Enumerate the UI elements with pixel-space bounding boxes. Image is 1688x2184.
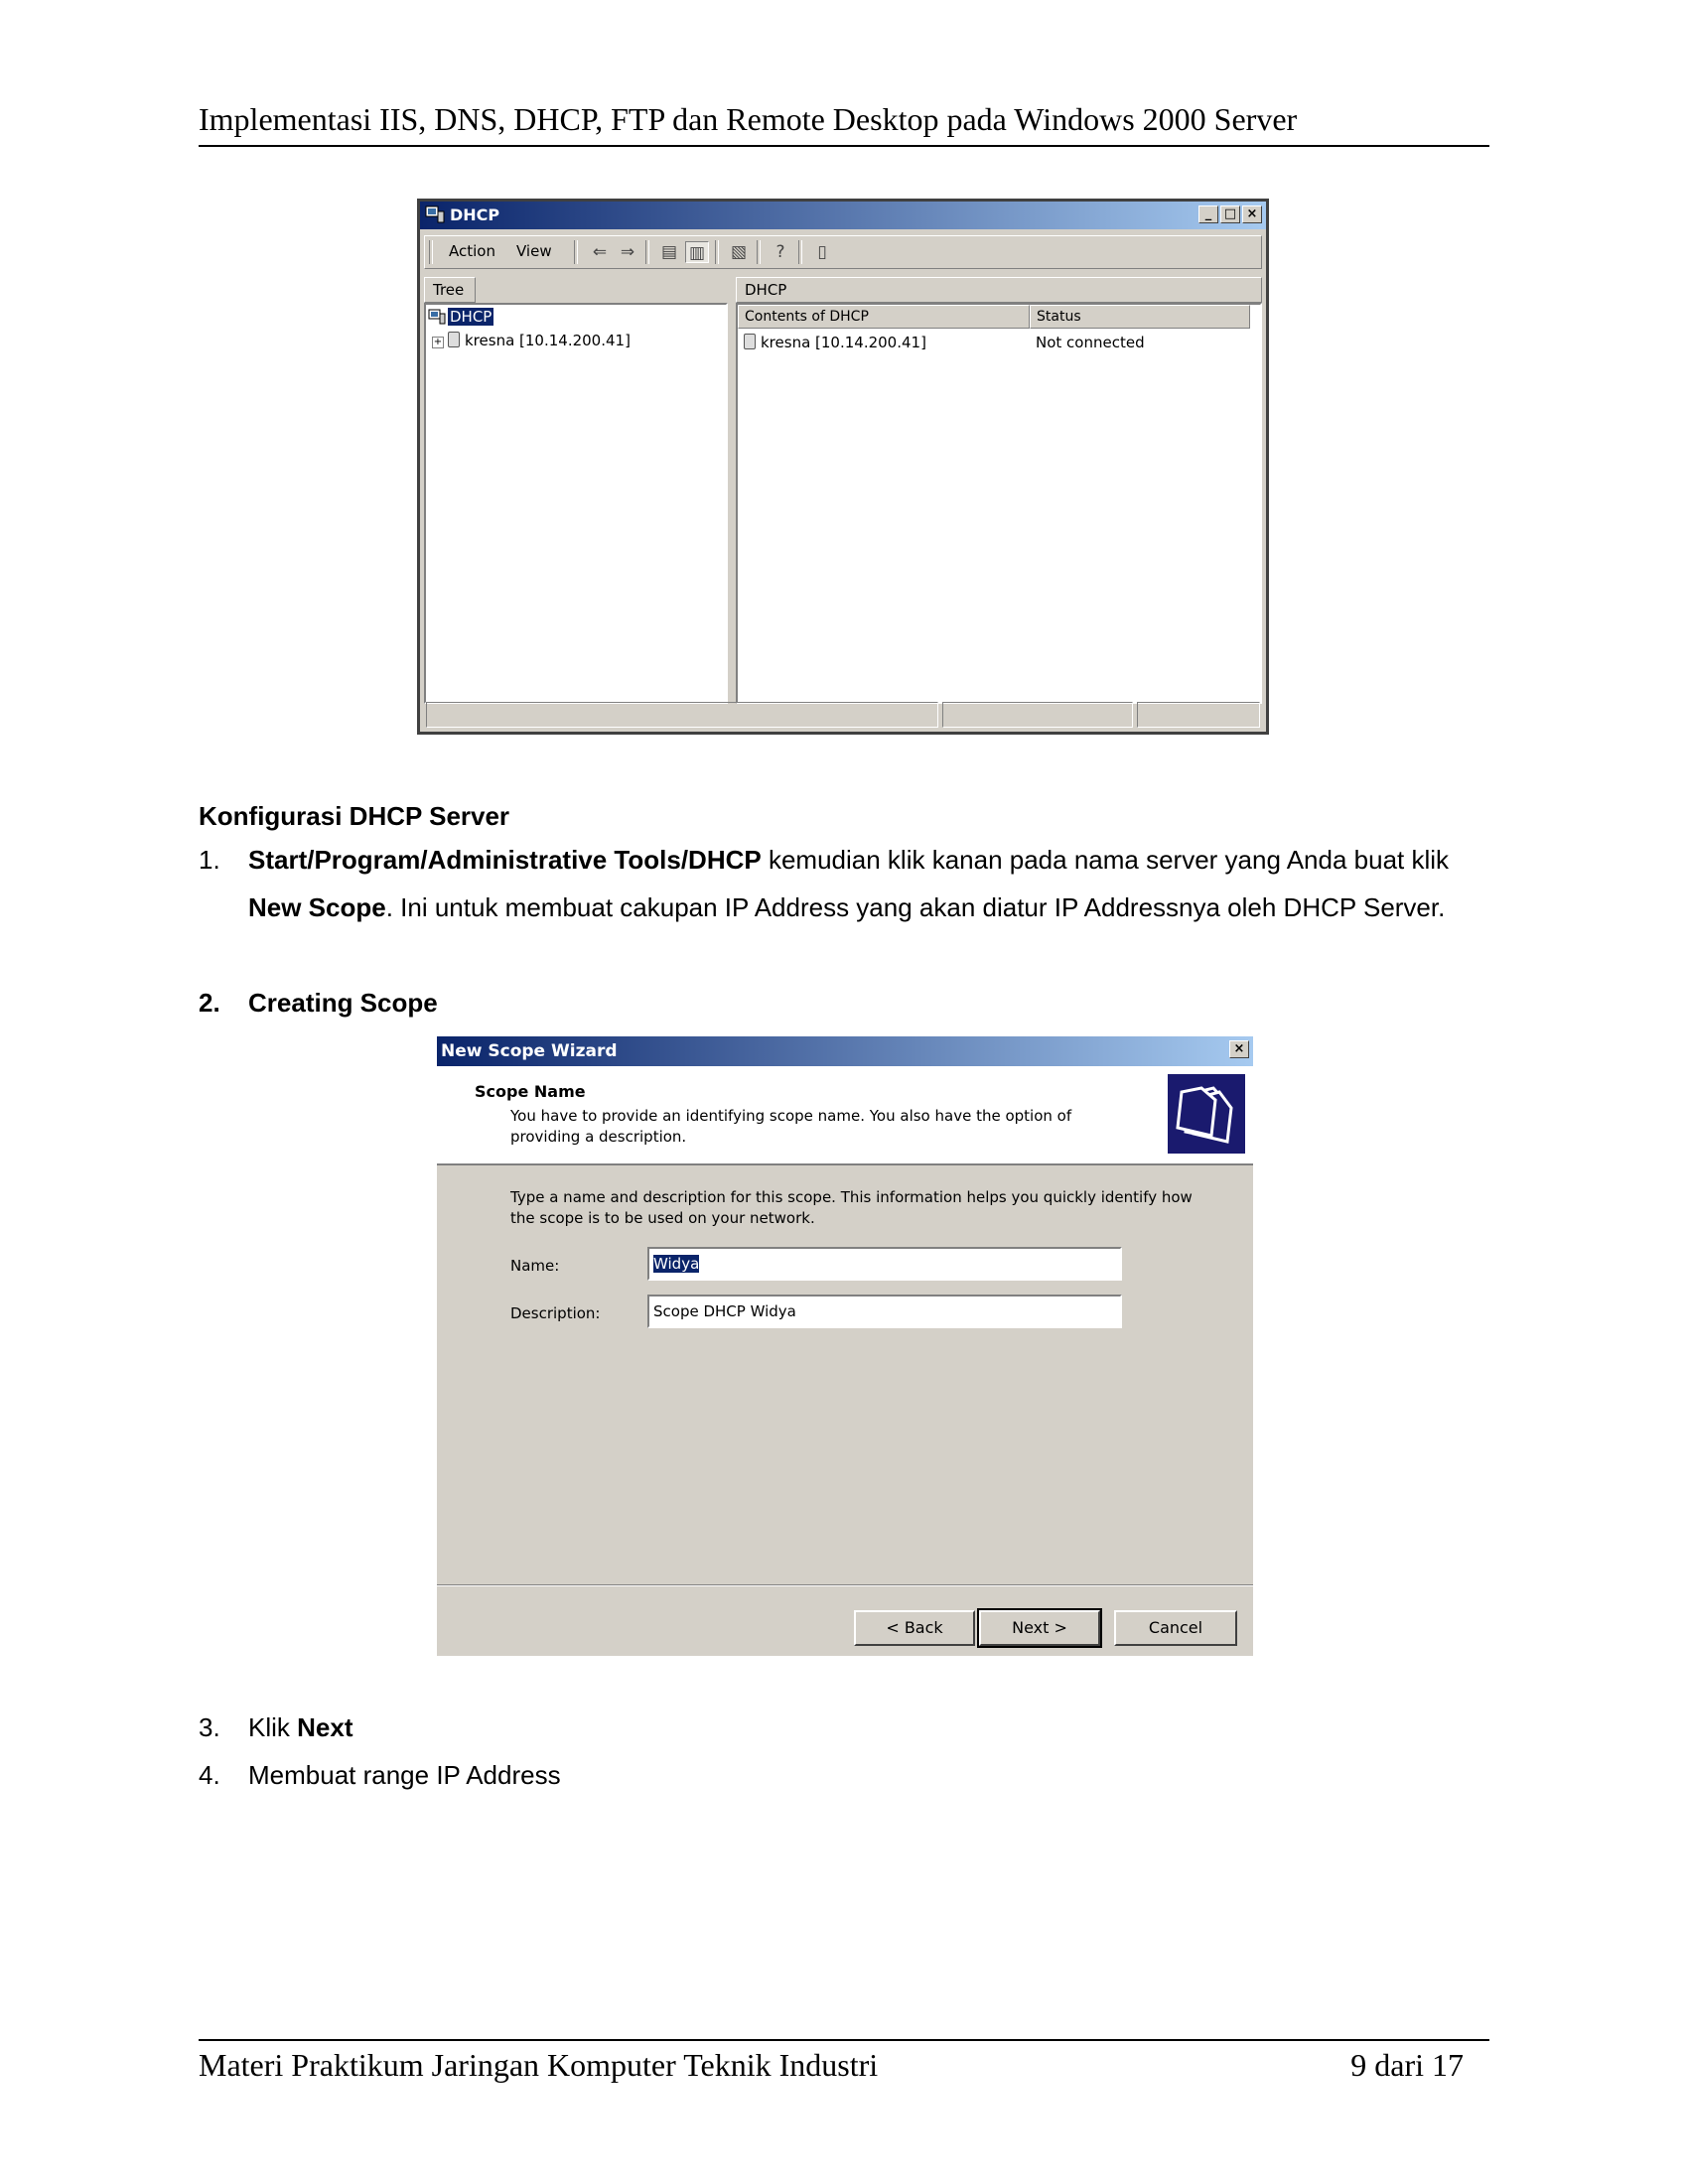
new-scope-wizard-window [437,1036,1253,1656]
toolbar-separator [645,240,649,264]
footer-text: Materi Praktikum Jaringan Komputer Teknik Industri [199,2047,879,2083]
list-text: Membuat range IP Address [248,1760,561,1790]
menu-path: Start/Program/Administrative Tools/DHCP [248,845,762,875]
dhcp-menubar [424,235,1262,269]
toolbar-separator [798,240,802,264]
dhcp-window-title: DHCP [450,205,500,224]
expand-icon[interactable]: + [433,337,443,347]
minimize-icon[interactable]: _ [1198,205,1218,223]
list-item[interactable] [744,333,926,352]
wizard-divider [437,1584,1253,1586]
status-bar [426,702,1260,728]
help-icon[interactable]: ? [775,242,785,262]
list-number: 4. [199,1760,220,1790]
maximize-icon[interactable]: □ [1220,205,1240,223]
page-header: Implementasi IIS, DNS, DHCP, FTP dan Remote Desktop pada Windows 2000 Server [199,101,1298,137]
back-arrow-icon[interactable]: ⇐ [592,242,608,262]
list-text [248,1704,1489,1751]
close-icon[interactable]: × [1229,1040,1249,1058]
server-icon[interactable]: ▯ [817,242,827,262]
up-folder-icon[interactable]: ▤ [660,242,678,262]
dhcp-titlebar [420,202,1266,229]
dhcp-node-icon [428,309,446,325]
list-text-part: . Ini untuk membuat cakupan IP Address yang akan diatur IP Addressnya oleh DHCP Server. [385,892,1446,922]
wizard-window-title: New Scope Wizard [441,1041,618,1061]
dhcp-app-icon [425,205,445,223]
page-footer [199,2043,1489,2087]
status-panel [942,702,1133,728]
status-panel [1137,702,1260,728]
footer-rule [199,2039,1489,2041]
header-rule [199,145,1489,147]
name-label: Name: [510,1257,560,1275]
folder-stack-icon [1168,1074,1245,1154]
name-input[interactable] [647,1247,1122,1281]
tree-item-server[interactable] [432,331,631,350]
list-number: 3. [199,1712,220,1742]
next-button[interactable]: Next > [979,1610,1100,1646]
tree-item-server-label: kresna [10.14.200.41] [465,332,631,349]
list-number: 2. [199,988,220,1018]
column-header-contents[interactable]: Contents of DHCP [738,305,1030,329]
description-input[interactable]: Scope DHCP Widya [647,1295,1122,1328]
tree-item-dhcp-label: DHCP [450,308,492,326]
list-text [248,836,1489,931]
list-text-part: Klik [248,1712,298,1742]
list-item-name: kresna [10.14.200.41] [761,334,926,351]
toolbar-separator [715,240,719,264]
wizard-header [437,1066,1253,1165]
list-number: 1. [199,845,220,875]
contents-pane[interactable] [736,303,1262,704]
description-label: Description: [510,1304,601,1322]
column-header-status[interactable]: Status [1030,305,1250,329]
tree-item-dhcp[interactable] [428,307,493,327]
server-icon [448,332,460,347]
menu-view[interactable]: View [516,242,552,260]
list-heading: Creating Scope [248,988,438,1018]
dhcp-console-window [417,199,1269,735]
wizard-intro: Type a name and description for this scope. This information helps you quickly identify how the scope is to be used on your network. [510,1188,1193,1227]
wizard-subtitle: You have to provide an identifying scope name. You also have the option of providing a description. [510,1107,1072,1146]
toolbar-separator [757,240,761,264]
cancel-button[interactable]: Cancel [1114,1610,1237,1646]
export-list-icon[interactable]: ▧ [730,242,748,262]
tree-pane[interactable] [424,303,728,704]
new-scope-term: New Scope [248,892,386,922]
close-icon[interactable]: × [1242,205,1262,223]
section-title: Konfigurasi DHCP Server [199,801,510,831]
status-panel [426,702,938,728]
right-pane-title: DHCP [736,277,1262,303]
page-number: 9 dari 17 [1350,2047,1464,2083]
toolbar-grip [429,240,433,264]
name-value: Widya [653,1255,700,1273]
server-icon [744,334,756,349]
list-item-status: Not connected [1036,334,1145,351]
wizard-heading: Scope Name [475,1082,586,1101]
menu-action[interactable]: Action [449,242,495,260]
back-button[interactable]: < Back [854,1610,975,1646]
show-hide-tree-icon[interactable]: ▥ [685,241,709,263]
list-text-part: kemudian klik kanan pada nama server yang Anda buat klik [761,845,1450,875]
wizard-titlebar [437,1036,1253,1066]
tree-tab[interactable]: Tree [424,277,476,303]
toolbar-separator [574,240,578,264]
next-term: Next [297,1712,353,1742]
forward-arrow-icon[interactable]: ⇒ [620,242,635,262]
